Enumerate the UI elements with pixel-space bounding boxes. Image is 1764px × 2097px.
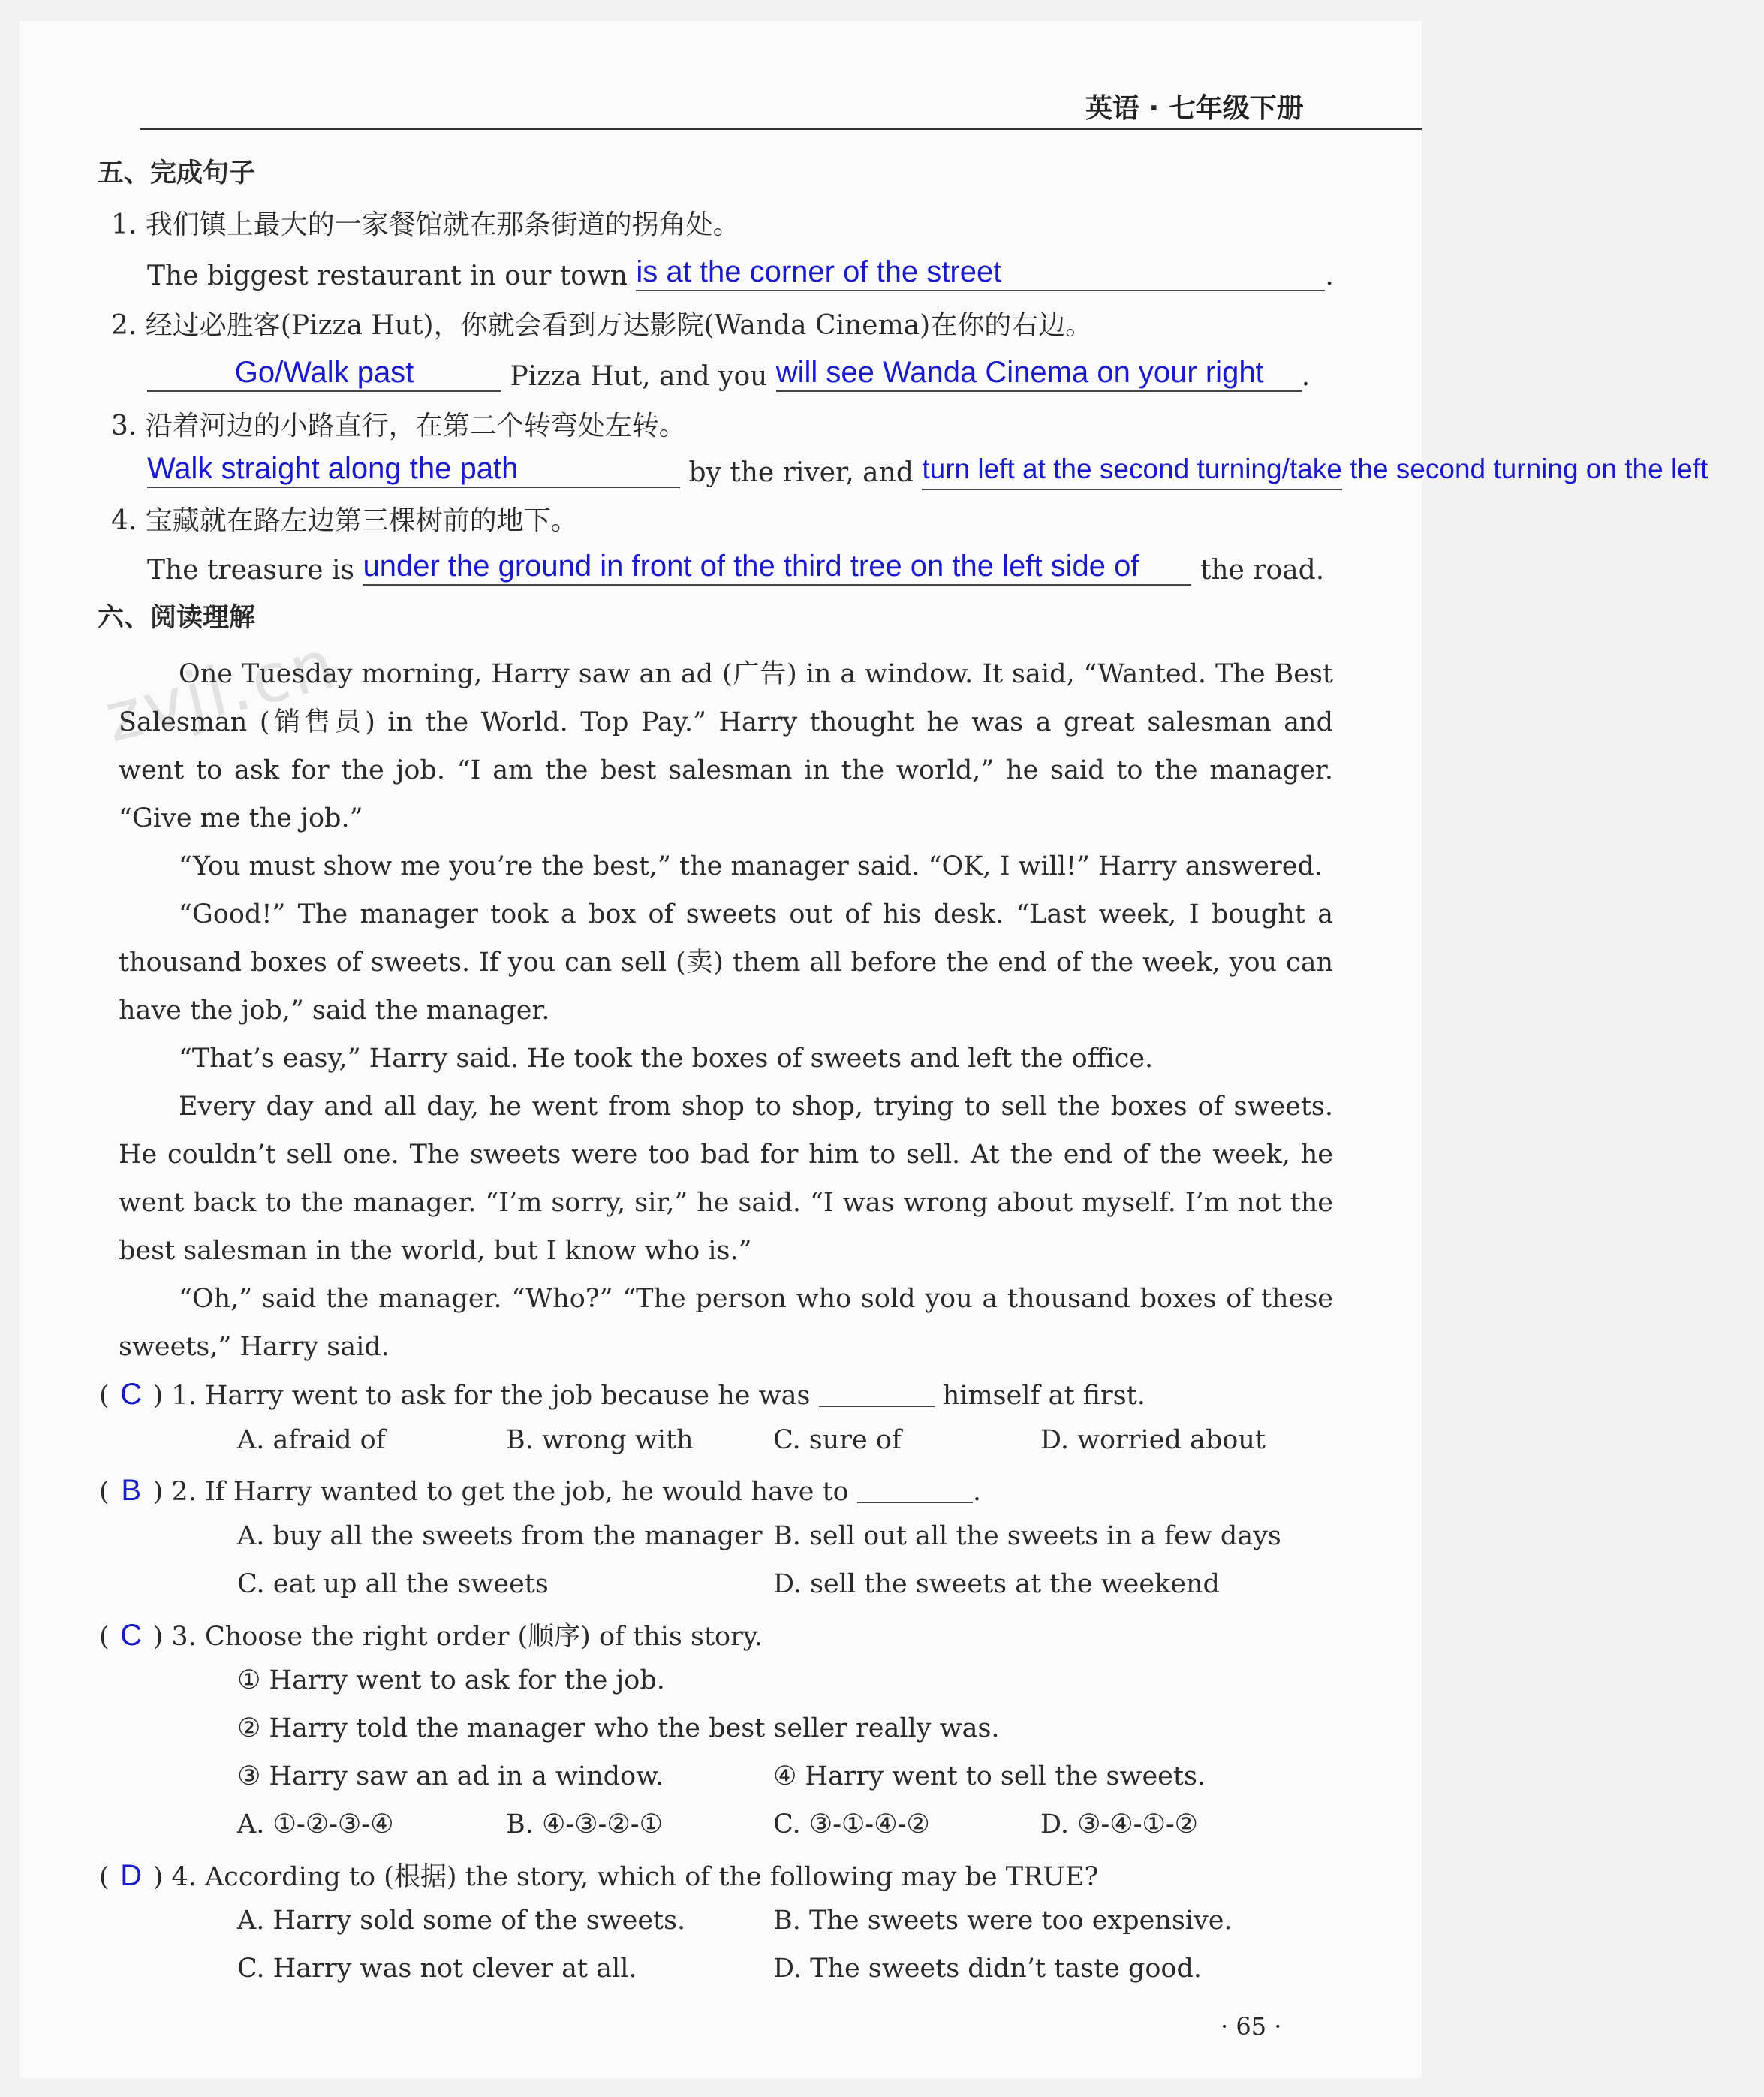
- q2-answer2-blank: [775, 356, 1302, 392]
- mc2-option-c: C. eat up all the sweets: [237, 1569, 549, 1599]
- mc-question-4: ( D ) 4. According to (根据) the story, which of the following may be TRUE?: [99, 1859, 1099, 1892]
- mc-question-2: ( B ) 2. If Harry wanted to get the job, he would have to .: [99, 1472, 981, 1508]
- mc2-blank: [857, 1472, 973, 1503]
- q2-answer2: will see Wanda Cinema on your right: [775, 356, 1264, 389]
- watermark: zvjl.cn: [97, 624, 345, 758]
- mc1-stem: ) 1. Harry went to ask for the job because he was: [152, 1381, 811, 1411]
- q2-english: [147, 356, 1311, 393]
- q3-middle: by the river, and: [688, 457, 914, 488]
- passage-paragraph: “Oh,” said the manager. “Who?” “The person who sold you a thousand boxes of these sweets,” Harry said.: [119, 1284, 1333, 1362]
- section6-title: 六、阅读理解: [98, 603, 256, 633]
- q1-prefix: The biggest restaurant in our town: [147, 261, 628, 291]
- q4-answer-blank: [363, 550, 1191, 586]
- q1-english: [147, 255, 1334, 292]
- mc4-answer: D: [120, 1859, 143, 1892]
- mc1-option-d: D. worried about: [1040, 1425, 1266, 1455]
- q3-answer2-blank: [922, 453, 1708, 490]
- q2-middle: Pizza Hut, and you: [510, 361, 768, 392]
- mc1-option-c: C. sure of: [773, 1425, 902, 1455]
- mc3-answer: C: [120, 1619, 143, 1652]
- mc4-option-c: C. Harry was not clever at all.: [237, 1954, 637, 1984]
- q4-english: [147, 550, 1325, 586]
- q4-suffix: the road.: [1200, 555, 1325, 586]
- q2-chinese: 2. 经过必胜客(Pizza Hut)，你就会看到万达影院(Wanda Cinema)在你的右边。: [111, 310, 1093, 341]
- running-header: 英语 · 七年级下册: [1085, 93, 1304, 124]
- mc3-event-3: ③ Harry saw an ad in a window.: [237, 1761, 664, 1791]
- q2-answer1-blank: [147, 356, 501, 392]
- mc1-option-a: A. afraid of: [237, 1425, 386, 1455]
- q3-answer2: turn left at the second turning/take the second turning on the left: [922, 453, 1708, 484]
- q2-answer1: Go/Walk past: [234, 356, 414, 389]
- reading-passage: [119, 650, 1333, 1371]
- mc3-event-4: ④ Harry went to sell the sweets.: [773, 1761, 1206, 1791]
- mc2-stem-end: .: [972, 1477, 981, 1507]
- mc3-event-1: ① Harry went to ask for the job.: [237, 1665, 665, 1695]
- q4-answer: under the ground in front of the third tree on the left side of: [363, 550, 1139, 583]
- q1-chinese: 1. 我们镇上最大的一家餐馆就在那条街道的拐角处。: [111, 209, 740, 240]
- mc-question-1: ( C ) 1. Harry went to ask for the job because he was himself at first.: [99, 1375, 1145, 1412]
- mc1-blank: [819, 1375, 935, 1407]
- mc3-option-c: C. ③-①-④-②: [773, 1809, 930, 1839]
- mc2-answer: B: [121, 1474, 141, 1507]
- mc4-option-a: A. Harry sold some of the sweets.: [237, 1906, 686, 1936]
- page: [20, 21, 1708, 2078]
- mc3-option-d: D. ③-④-①-②: [1040, 1809, 1199, 1839]
- mc4-stem: ) 4. According to (根据) the story, which of the following may be TRUE?: [152, 1862, 1099, 1892]
- passage-paragraph: “You must show me you’re the best,” the manager said. “OK, I will!” Harry answered.: [179, 851, 1323, 881]
- mc3-option-b: B. ④-③-②-①: [506, 1809, 663, 1839]
- mc3-event-2: ② Harry told the manager who the best seller really was.: [237, 1713, 1000, 1743]
- mc2-option-b: B. sell out all the sweets in a few days: [773, 1521, 1281, 1551]
- mc-question-3: ( C ) 3. Choose the right order (顺序) of this story.: [99, 1619, 763, 1652]
- q2-suffix: .: [1301, 361, 1311, 392]
- mc1-answer: C: [120, 1378, 143, 1411]
- header-rule: [140, 128, 1422, 130]
- q3-answer1: Walk straight along the path: [147, 452, 519, 485]
- mc4-option-b: B. The sweets were too expensive.: [773, 1906, 1233, 1936]
- q4-chinese: 4. 宝藏就在路左边第三棵树前的地下。: [111, 505, 578, 536]
- passage-paragraph: One Tuesday morning, Harry saw an ad (广告) in a window. It said, “Wanted. The Best Salesman (销售员) in the World. Top Pay.” Harry thought he was a great salesman and went to ask for the job. “I am the best salesman in the world,” he said to the manager. “Give me the job.”: [119, 659, 1333, 833]
- passage-paragraph: “That’s easy,” Harry said. He took the boxes of sweets and left the office.: [179, 1044, 1154, 1074]
- mc3-stem: ) 3. Choose the right order (顺序) of this story.: [152, 1622, 763, 1652]
- q1-suffix: .: [1325, 261, 1334, 291]
- mc2-option-a: A. buy all the sweets from the manager: [237, 1521, 763, 1551]
- mc1-stem-end: himself at first.: [942, 1381, 1145, 1411]
- mc4-option-d: D. The sweets didn’t taste good.: [773, 1954, 1203, 1984]
- passage-paragraph: Every day and all day, he went from shop to shop, trying to sell the boxes of sweets. He couldn’t sell one. The sweets were too bad for him to sell. At the end of the week, he went back to the manager. “I’m sorry, sir,” he said. “I was wrong about myself. I’m not the best salesman in the world, but I know who is.”: [119, 1092, 1333, 1266]
- mc2-stem: ) 2. If Harry wanted to get the job, he would have to: [152, 1477, 849, 1507]
- section5-title: 五、完成句子: [98, 158, 256, 188]
- q3-answer1-blank: [147, 452, 680, 488]
- q3-chinese: 3. 沿着河边的小路直行，在第二个转弯处左转。: [111, 411, 686, 441]
- q1-answer: is at the corner of the street: [636, 255, 1002, 288]
- passage-paragraph: “Good!” The manager took a box of sweets out of his desk. “Last week, I bought a thousand boxes of sweets. If you can sell (卖) them all before the end of the week, you can have the job,” said the manager.: [119, 899, 1333, 1026]
- mc3-option-a: A. ①-②-③-④: [237, 1809, 394, 1839]
- mc1-option-b: B. wrong with: [506, 1425, 694, 1455]
- q1-answer-blank: [636, 255, 1325, 291]
- q4-prefix: The treasure is: [147, 555, 354, 586]
- page-number: · 65 ·: [1221, 2012, 1282, 2041]
- q3-english: [147, 452, 1708, 490]
- mc2-option-d: D. sell the sweets at the weekend: [773, 1569, 1220, 1599]
